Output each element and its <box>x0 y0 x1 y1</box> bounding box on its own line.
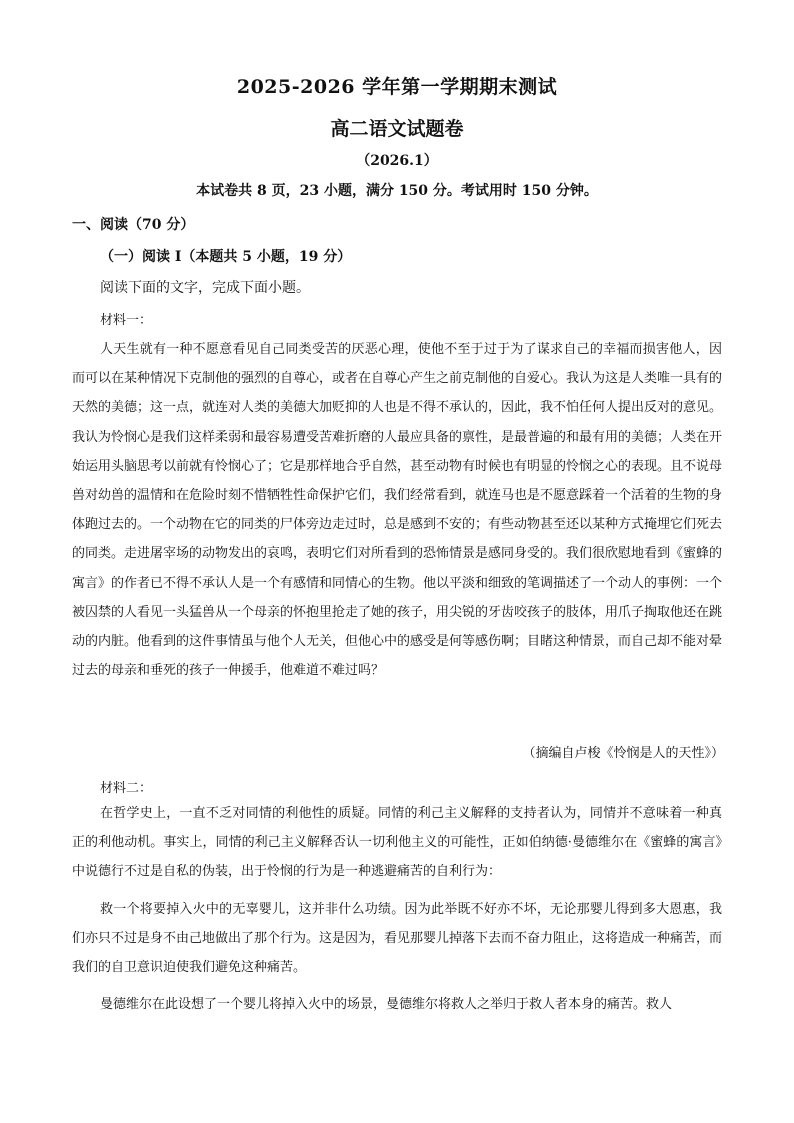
material2-label: 材料二： <box>100 781 153 796</box>
material2-paragraph-2: 曼德维尔在此设想了一个婴儿将掉入火中的场景，曼德维尔将救人之举归于救人者本身的痛苦。救人 <box>100 997 673 1012</box>
exam-date: （2026.1） <box>356 153 438 169</box>
material1-text: 人天生就有一种不愿意看见自己同类受苦的厌恶心理，使他不至于过于为了谋求自己的幸福而损害他人，因而可以在某种情况下克制他的强烈的自尊心，或者在自尊心产生之前克制他的自爱心。我认为这是人类唯一具有的天然的美德；这一点，就连对人类的美德大加贬抑的人也是不得不承认的，因此，我不怕任何人提出反对的意见。我认为怜悯心是我们这样柔弱和最容易遭受苦难折磨的人最应具备的禀性，是最普遍的和最有用的美德；人类在开始运用头脑思考以前就有怜悯心了；它是那样地合乎自然，甚至动物有时候也有明显的怜悯之心的表现。且不说母兽对幼兽的温情和在危险时刻不惜牺牲性命保护它们，我们经常看到，就连马也是不愿意踩着一个活着的生物的身体跑过去的。一个动物在它的同类的尸体旁边走过时，总是感到不安的；有些动物甚至还以某种方式掩埋它们死去的同类。走进屠宰场的动物发出的哀鸣，表明它们对所看到的恐怖情景是感同身受的。我们很欣慰地看到《蜜蜂的寓言》的作者已不得不承认人是一个有感情和同情心的生物。他以平淡和细致的笔调描述了一个动人的事例：一个被囚禁的人看见一头猛兽从一个母亲的怀抱里抢走了她的孩子，用尖锐的牙齿咬孩子的肢体，用爪子掏取他还在跳动的内脏。他看到的这件事情虽与他个人无关，但他心中的感受是何等感伤啊；目睹这种情景，而自己却不能对晕过去的母亲和垂死的孩子一伸援手，他难道不难过吗？ <box>72 342 723 679</box>
reading-instruction: 阅读下面的文字，完成下面小题。 <box>100 280 310 296</box>
material2-paragraph-1: 在哲学史上，一直不乏对同情的利他性的质疑。同情的利己主义解释的支持者认为，同情并不意味着一种真正的利他动机。事实上，同情的利己主义解释否认一切利他主义的可能性，正如伯纳德·曼德维尔在《蜜蜂的寓言》中说德行不过是自私的伪装，出于怜悯的行为是一种逃避痛苦的自利行为： <box>72 806 722 880</box>
subsection-heading: （一）阅读 I（本题共 5 小题，19 分） <box>100 249 352 265</box>
exam-note: 本试卷共 8 页，23 小题，满分 150 分。考试用时 150 分钟。 <box>196 183 598 199</box>
material1-label: 材料一： <box>100 313 153 328</box>
material1-source: （摘编自卢梭《怜悯是人的天性》） <box>522 746 724 761</box>
section-heading: 一、阅读（70 分） <box>72 217 195 233</box>
exam-subtitle: 高二语文试题卷 <box>330 118 464 140</box>
exam-title: 2025-2026 学年第一学期期末测试 <box>236 76 558 98</box>
material2-quote: 救一个将要掉入火中的无辜婴儿，这并非什么功绩。因为此举既不好亦不坏，无论那婴儿得到多大恩惠，我们亦只不过是身不由己地做出了那个行为。这是因为，看见那婴儿掉落下去而不奋力阻止，这将造成一种痛苦，而我们的自卫意识迫使我们避免这种痛苦。 <box>72 902 723 976</box>
